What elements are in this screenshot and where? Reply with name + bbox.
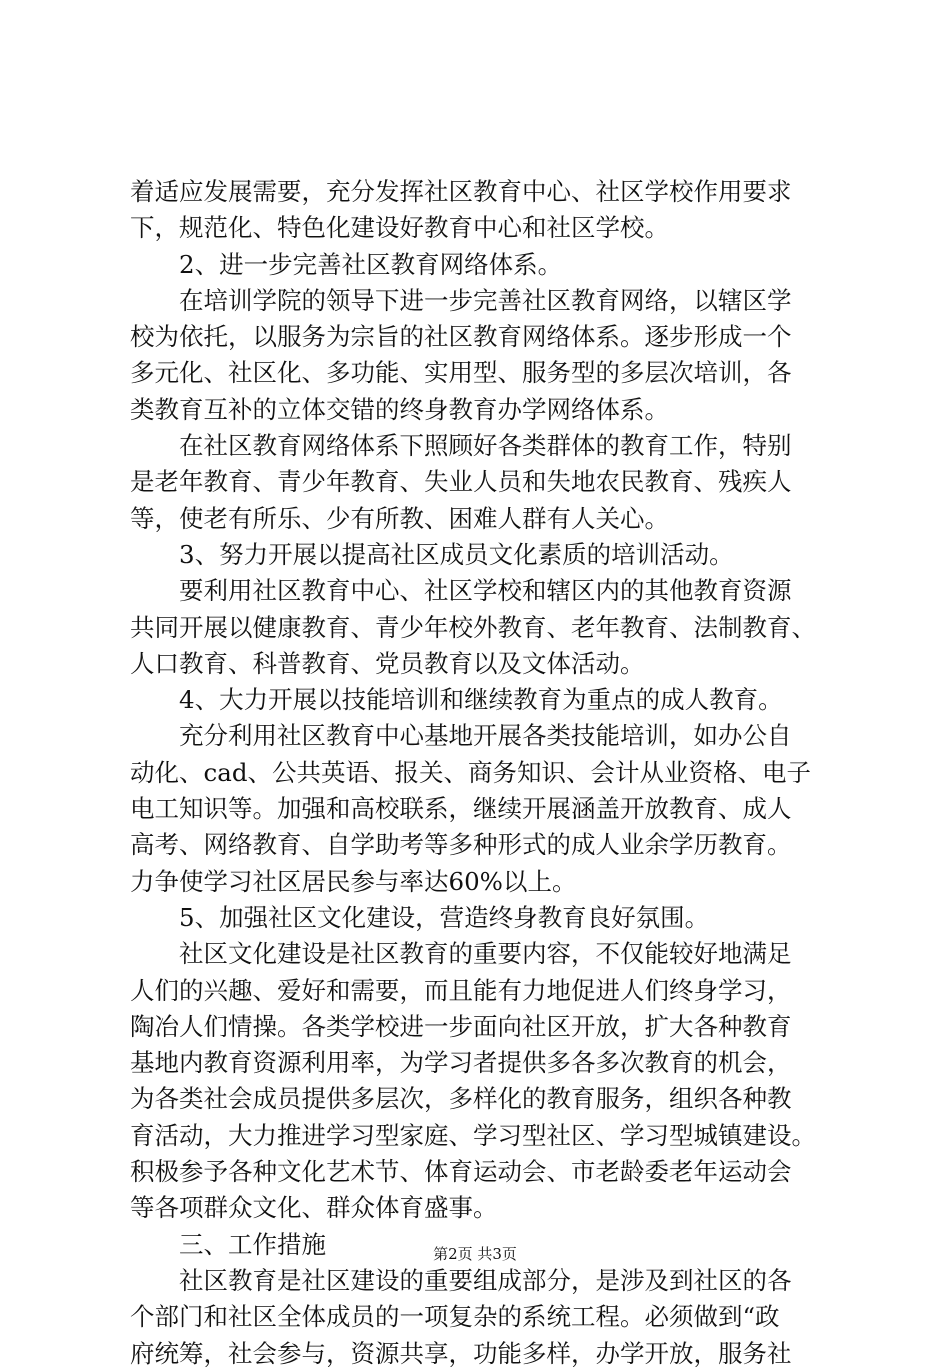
text-line: 人口教育、科普教育、党员教育以及文体活动。 (130, 648, 645, 678)
text-line: 人们的兴趣、爱好和需要，而且能有力地促进人们终身学习， (130, 975, 792, 1005)
text-line: 力争使学习社区居民参与率达60%以上。 (130, 866, 577, 896)
text-line: 育活动，大力推进学习型家庭、学习型社区、学习型城镇建设。 (130, 1120, 816, 1150)
text-line: 个部门和社区全体成员的一项复杂的系统工程。必须做到“政 (130, 1302, 780, 1332)
text-line: 社区文化建设是社区教育的重要内容，不仅能较好地满足 (179, 939, 792, 969)
text-line: 基地内教育资源利用率，为学习者提供多各多次教育的机会， (130, 1048, 792, 1078)
text-line: 4、大力开展以技能培训和继续教育为重点的成人教育。 (179, 685, 783, 715)
text-line: 动化、cad、公共英语、报关、商务知识、会计从业资格、电子 (130, 757, 812, 787)
text-line: 着适应发展需要，充分发挥社区教育中心、社区学校作用要求 (130, 177, 792, 206)
text-line: 陶冶人们情操。各类学校进一步面向社区开放，扩大各种教育 (130, 1011, 792, 1041)
text-line: 5、加强社区文化建设，营造终身教育良好氛围。 (179, 902, 710, 932)
text-line: 多元化、社区化、多功能、实用型、服务型的多层次培训，各 (130, 358, 792, 388)
text-line: 等，使老有所乐、少有所教、困难人群有人关心。 (130, 503, 669, 533)
text-line: 共同开展以健康教育、青少年校外教育、老年教育、法制教育、 (130, 612, 816, 642)
text-line: 等各项群众文化、群众体育盛事。 (130, 1193, 498, 1223)
text-line: 在培训学院的领导下进一步完善社区教育网络，以辖区学 (179, 285, 792, 315)
text-line: 社区教育是社区建设的重要组成部分，是涉及到社区的各 (179, 1265, 792, 1295)
text-line: 校为依托，以服务为宗旨的社区教育网络体系。逐步形成一个 (130, 322, 792, 352)
text-line: 电工知识等。加强和高校联系，继续开展涵盖开放教育、成人 (130, 794, 792, 824)
text-line: 充分利用社区教育中心基地开展各类技能培训，如办公自 (179, 721, 792, 751)
text-line: 高考、网络教育、自学助考等多种形式的成人业余学历教育。 (130, 830, 792, 860)
text-line: 3、努力开展以提高社区成员文化素质的培训活动。 (179, 539, 734, 569)
text-line: 下，规范化、特色化建设好教育中心和社区学校。 (130, 213, 669, 243)
page-footer: 第2页 共3页 (433, 1245, 517, 1263)
text-line: 2、进一步完善社区教育网络体系。 (179, 249, 563, 279)
text-line: 积极参予各种文化艺术节、体育运动会、市老龄委老年运动会 (130, 1157, 792, 1187)
text-line: 府统筹，社会参与，资源共享，功能多样，办学开放，服务社 (130, 1338, 792, 1368)
text-line: 类教育互补的立体交错的终身教育办学网络体系。 (130, 394, 669, 424)
text-line: 要利用社区教育中心、社区学校和辖区内的其他教育资源 (179, 576, 792, 606)
text-line: 为各类社会成员提供多层次，多样化的教育服务，组织各种教 (130, 1084, 792, 1114)
text-line: 在社区教育网络体系下照顾好各类群体的教育工作，特别 (179, 431, 792, 461)
document-body (130, 174, 850, 1372)
text-line: 三、工作措施 (179, 1229, 326, 1259)
text-line: 是老年教育、青少年教育、失业人员和失地农民教育、残疾人 (130, 467, 792, 497)
